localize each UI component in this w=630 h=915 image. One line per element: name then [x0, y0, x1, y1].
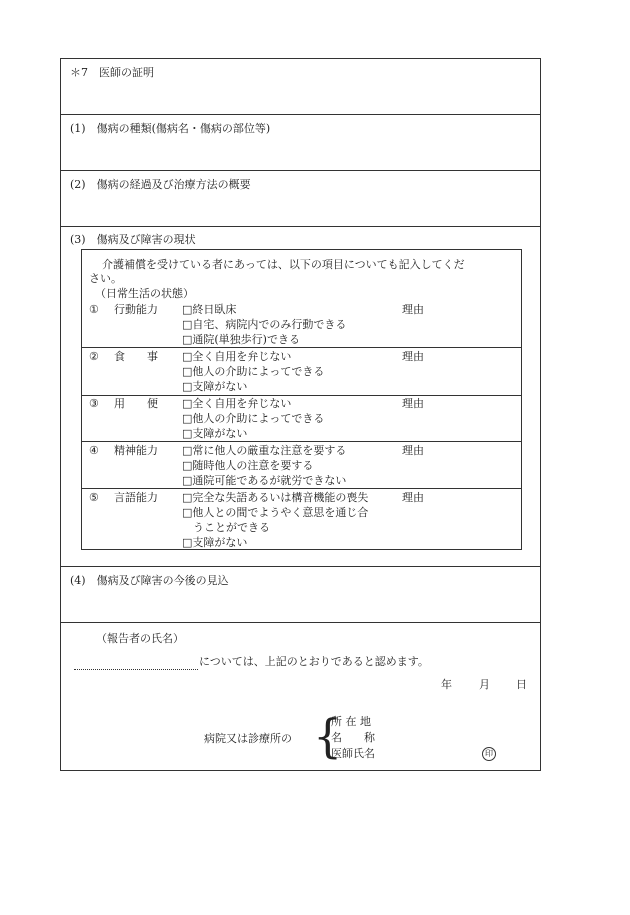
item-divider	[81, 347, 522, 348]
checkbox-option[interactable]: □他人の介助によってできる	[182, 412, 325, 425]
seal-icon: 印	[482, 747, 496, 761]
checkbox-option[interactable]: □通院(単独歩行)できる	[182, 333, 300, 346]
section-4-title: (4) 傷病及び障害の今後の見込	[70, 574, 229, 587]
reason-label: 理由	[402, 303, 424, 316]
item-number: ④	[89, 444, 99, 457]
checkbox-option[interactable]: □他人の介助によってできる	[182, 365, 325, 378]
checkbox-option[interactable]: □支障がない	[182, 427, 248, 440]
checkbox-option[interactable]: □自宅、病院内でのみ行動できる	[182, 318, 347, 331]
daily-life-heading: （日常生活の状態）	[95, 287, 194, 300]
divider	[60, 170, 541, 171]
date-month: 月	[479, 678, 490, 691]
checkbox-option[interactable]: □他人との間でようやく意思を通じ合	[182, 506, 369, 519]
date-year: 年	[441, 678, 452, 691]
item-divider	[81, 488, 522, 489]
intro-text: 介護補償を受けている者にあっては、以下の項目についても記入してくだ	[102, 258, 465, 271]
checkbox-option[interactable]: □支障がない	[182, 380, 248, 393]
divider	[60, 622, 541, 623]
checkbox-option[interactable]: □全く自用を弁じない	[182, 350, 292, 363]
section-7-title: ＊7 医師の証明	[70, 66, 154, 79]
item-label: 用 便	[114, 397, 158, 410]
divider	[60, 566, 541, 567]
item-number: ⑤	[89, 491, 99, 504]
address-label: 所 在 地	[331, 715, 371, 728]
checkbox-option[interactable]: □通院可能であるが就労できない	[182, 474, 347, 487]
checkbox-option[interactable]: □支障がない	[182, 536, 248, 549]
reason-label: 理由	[402, 350, 424, 363]
certification-statement: については、上記のとおりであると認めます。	[199, 655, 429, 668]
checkbox-option[interactable]: □随時他人の注意を要する	[182, 459, 314, 472]
section-2-title: (2) 傷病の経過及び治療方法の概要	[70, 178, 251, 191]
item-number: ①	[89, 303, 99, 316]
checkbox-option[interactable]: □常に他人の厳重な注意を要する	[182, 444, 347, 457]
reason-label: 理由	[402, 397, 424, 410]
divider	[60, 114, 541, 115]
item-label: 行動能力	[114, 303, 158, 316]
reason-label: 理由	[402, 444, 424, 457]
divider	[60, 226, 541, 227]
checkbox-option[interactable]: □終日臥床	[182, 303, 237, 316]
section-1-title: (1) 傷病の種類(傷病名・傷病の部位等)	[70, 122, 271, 135]
doctor-name-label: 医師氏名	[331, 747, 375, 760]
hospital-label: 病院又は診療所の	[204, 732, 292, 745]
checkbox-option[interactable]: □完全な失語あるいは構音機能の喪失	[182, 491, 369, 504]
facility-name-label: 名 称	[331, 731, 375, 744]
brace: {	[313, 709, 343, 763]
reporter-name-label: （報告者の氏名）	[96, 632, 184, 645]
checkbox-option[interactable]: □全く自用を弁じない	[182, 397, 292, 410]
intro-text-cont: さい。	[89, 272, 122, 285]
reporter-name-line[interactable]	[74, 669, 198, 670]
section-3-title: (3) 傷病及び障害の現状	[70, 233, 196, 246]
item-label: 精神能力	[114, 444, 158, 457]
item-divider	[81, 395, 522, 396]
item-label: 言語能力	[114, 491, 158, 504]
reason-label: 理由	[402, 491, 424, 504]
item-number: ②	[89, 350, 99, 363]
checkbox-option-cont: うことができる	[193, 521, 270, 534]
date-day: 日	[516, 678, 527, 691]
item-divider	[81, 441, 522, 442]
item-number: ③	[89, 397, 99, 410]
item-label: 食 事	[114, 350, 158, 363]
